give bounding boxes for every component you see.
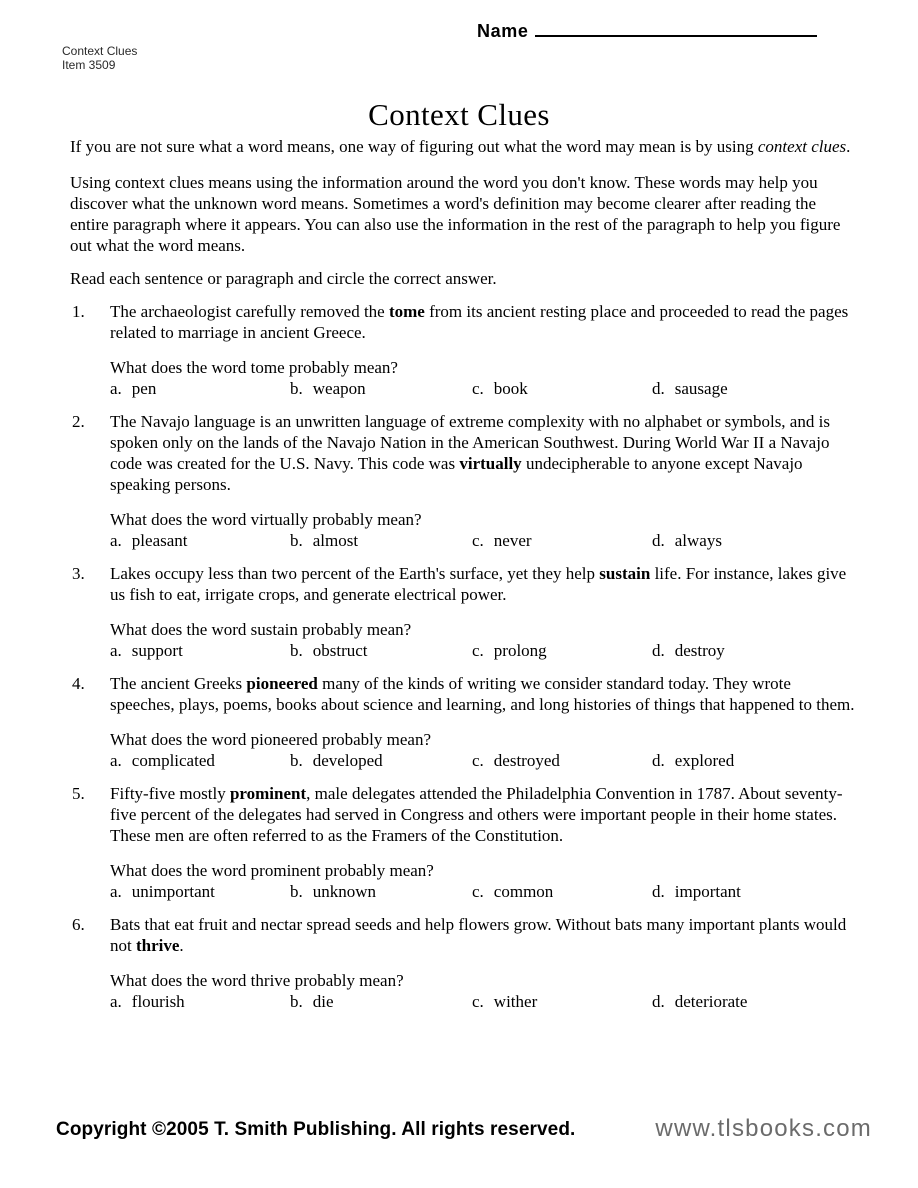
- answer-option-c[interactable]: [472, 750, 652, 771]
- intro-paragraph-2: Using context clues means using the information around the word you don't know. These words may help you discover what the unknown word means. Sometimes a word's definition may become clearer after reading the entire paragraph where it appears. You can also use the information in the rest of the paragraph to help you figure out what the word means.: [70, 173, 841, 255]
- option-text: die: [312, 992, 334, 1011]
- option-letter: b.: [290, 751, 303, 770]
- option-letter: c.: [472, 882, 484, 901]
- answer-option-b[interactable]: [290, 530, 472, 551]
- option-text: weapon: [312, 379, 366, 398]
- question-6: [70, 914, 858, 1012]
- answer-options: [110, 991, 858, 1012]
- option-text: pen: [131, 379, 157, 398]
- question-3: [70, 563, 858, 661]
- answer-option-b[interactable]: [290, 750, 472, 771]
- passage-bold-word: sustain: [599, 564, 651, 583]
- option-text: complicated: [131, 751, 215, 770]
- question-prompt-block: [110, 860, 858, 902]
- question-prompt-block: [110, 357, 858, 399]
- question-number: 6.: [72, 915, 85, 934]
- question-2: [70, 411, 858, 551]
- question-number: 1.: [72, 302, 85, 321]
- question-passage: [110, 914, 858, 956]
- option-letter: c.: [472, 992, 484, 1011]
- option-text: important: [674, 882, 741, 901]
- option-text: explored: [674, 751, 735, 770]
- question-number: 4.: [72, 674, 85, 693]
- intro-p1-italic-term: context clues: [757, 137, 847, 156]
- page-title: Context Clues: [368, 97, 550, 132]
- option-text: wither: [493, 992, 538, 1011]
- question-1: [70, 301, 858, 399]
- option-text: destroyed: [493, 751, 560, 770]
- answer-option-c[interactable]: [472, 378, 652, 399]
- question-prompt: What does the word prominent probably mean?: [110, 861, 434, 880]
- intro-p1-period: .: [846, 137, 851, 156]
- option-text: almost: [312, 531, 359, 550]
- option-letter: b.: [290, 882, 303, 901]
- option-text: always: [674, 531, 722, 550]
- passage-bold-word: pioneered: [246, 674, 318, 693]
- question-prompt-block: [110, 729, 858, 771]
- option-letter: a.: [110, 641, 122, 660]
- question-prompt: What does the word virtually probably mean?: [110, 510, 422, 529]
- option-letter: b.: [290, 992, 303, 1011]
- question-passage: [110, 411, 858, 495]
- answer-option-d[interactable]: [652, 881, 858, 902]
- answer-option-b[interactable]: [290, 640, 472, 661]
- answer-options: [110, 750, 858, 771]
- passage-bold-word: tome: [388, 302, 425, 321]
- answer-option-c[interactable]: [472, 881, 652, 902]
- passage-text: .: [179, 936, 184, 955]
- question-number: 5.: [72, 784, 85, 803]
- option-text: destroy: [674, 641, 725, 660]
- option-letter: a.: [110, 531, 122, 550]
- option-letter: b.: [290, 531, 303, 550]
- answer-options: [110, 530, 858, 551]
- option-letter: a.: [110, 882, 122, 901]
- website-link[interactable]: www.tlsbooks.com: [655, 1115, 872, 1142]
- passage-text: undecipherable to anyone except Navajo speaking persons.: [110, 454, 803, 494]
- passage-text: The Navajo language is an unwritten language of extreme complexity with no alphabet or symbols, and is spoken only on the lands of the Navajo Nation in the American Southwest. During World War II a Navajo code was created for the U.S. Navy. This code was: [110, 412, 830, 473]
- option-text: never: [493, 531, 532, 550]
- answer-option-d[interactable]: [652, 378, 858, 399]
- answer-options: [110, 881, 858, 902]
- question-number: 3.: [72, 564, 85, 583]
- answer-option-a[interactable]: [110, 530, 290, 551]
- answer-option-c[interactable]: [472, 530, 652, 551]
- option-letter: d.: [652, 882, 665, 901]
- passage-text: Fifty-five mostly: [110, 784, 230, 803]
- passage-text: Lakes occupy less than two percent of the Earth's surface, yet they help: [110, 564, 600, 583]
- option-letter: c.: [472, 379, 484, 398]
- instructions-line: Read each sentence or paragraph and circle the correct answer.: [70, 269, 497, 288]
- option-letter: c.: [472, 751, 484, 770]
- answer-option-a[interactable]: [110, 881, 290, 902]
- answer-options: [110, 378, 858, 399]
- option-text: sausage: [674, 379, 728, 398]
- answer-option-c[interactable]: [472, 991, 652, 1012]
- option-letter: b.: [290, 641, 303, 660]
- passage-text: , male delegates attended the Philadelphia Convention in 1787. About seventy-five percent of the delegates had served in Congress and others were important people in their home states. These men are often referred to as the Framers of the Constitution.: [110, 784, 843, 845]
- question-prompt-block: [110, 509, 858, 551]
- option-text: pleasant: [131, 531, 188, 550]
- question-passage: [110, 673, 858, 715]
- passage-text: many of the kinds of writing we consider standard today. They wrote speeches, plays, poems, books about science and learning, and long histories of things that happened to them.: [110, 674, 855, 714]
- question-prompt: What does the word thrive probably mean?: [110, 971, 404, 990]
- option-text: developed: [312, 751, 383, 770]
- worksheet-label: Context Clues: [62, 44, 138, 58]
- intro-paragraph-1: [70, 136, 858, 157]
- answer-options: [110, 640, 858, 661]
- question-prompt: What does the word sustain probably mean?: [110, 620, 412, 639]
- passage-text: life. For instance, lakes give us fish to eat, irrigate crops, and generate electrical power.: [110, 564, 847, 604]
- worksheet-id-block: [62, 44, 137, 72]
- option-letter: a.: [110, 379, 122, 398]
- question-passage: [110, 563, 858, 605]
- question-4: [70, 673, 858, 771]
- option-letter: d.: [652, 531, 665, 550]
- passage-text: Bats that eat fruit and nectar spread seeds and help flowers grow. Without bats many important plants would not: [110, 915, 847, 955]
- option-letter: c.: [472, 641, 484, 660]
- option-letter: b.: [290, 379, 303, 398]
- question-prompt-block: [110, 619, 858, 661]
- question-prompt: What does the word pioneered probably mean?: [110, 730, 431, 749]
- answer-option-a[interactable]: [110, 378, 290, 399]
- name-label: Name: [477, 21, 529, 41]
- intro-p1-text: If you are not sure what a word means, one way of figuring out what the word may mean is by using: [70, 137, 758, 156]
- copyright-text: Copyright ©2005 T. Smith Publishing. All rights reserved.: [56, 1119, 576, 1140]
- question-5: [70, 783, 858, 902]
- name-blank-line[interactable]: [535, 20, 817, 37]
- passage-text: The ancient Greeks: [110, 674, 247, 693]
- answer-option-d[interactable]: [652, 750, 858, 771]
- option-letter: c.: [472, 531, 484, 550]
- option-letter: a.: [110, 992, 122, 1011]
- passage-text: from its ancient resting place and proceeded to read the pages related to marriage in ancient Greece.: [110, 302, 849, 342]
- option-text: common: [493, 882, 554, 901]
- question-number: 2.: [72, 412, 85, 431]
- option-text: unimportant: [131, 882, 215, 901]
- option-letter: a.: [110, 751, 122, 770]
- answer-option-b[interactable]: [290, 378, 472, 399]
- answer-option-a[interactable]: [110, 750, 290, 771]
- question-passage: [110, 783, 858, 846]
- question-prompt: What does the word tome probably mean?: [110, 358, 398, 377]
- option-text: support: [131, 641, 183, 660]
- option-text: flourish: [131, 992, 185, 1011]
- worksheet-body: [70, 136, 858, 1012]
- answer-option-b[interactable]: [290, 881, 472, 902]
- answer-option-d[interactable]: [652, 530, 858, 551]
- answer-option-a[interactable]: [110, 640, 290, 661]
- option-text: obstruct: [312, 641, 368, 660]
- answer-option-c[interactable]: [472, 640, 652, 661]
- option-letter: d.: [652, 379, 665, 398]
- question-passage: [110, 301, 858, 343]
- option-letter: d.: [652, 751, 665, 770]
- option-letter: d.: [652, 641, 665, 660]
- passage-bold-word: virtually: [459, 454, 522, 473]
- name-row: [477, 20, 817, 42]
- option-text: unknown: [312, 882, 377, 901]
- option-text: prolong: [493, 641, 547, 660]
- passage-bold-word: thrive: [135, 936, 180, 955]
- answer-option-d[interactable]: [652, 991, 858, 1012]
- answer-option-a[interactable]: [110, 991, 290, 1012]
- answer-option-d[interactable]: [652, 640, 858, 661]
- passage-bold-word: prominent: [229, 784, 307, 803]
- option-text: deteriorate: [674, 992, 748, 1011]
- option-text: book: [493, 379, 528, 398]
- item-number: Item 3509: [62, 58, 116, 72]
- answer-option-b[interactable]: [290, 991, 472, 1012]
- passage-text: The archaeologist carefully removed the: [110, 302, 389, 321]
- question-prompt-block: [110, 970, 858, 1012]
- option-letter: d.: [652, 992, 665, 1011]
